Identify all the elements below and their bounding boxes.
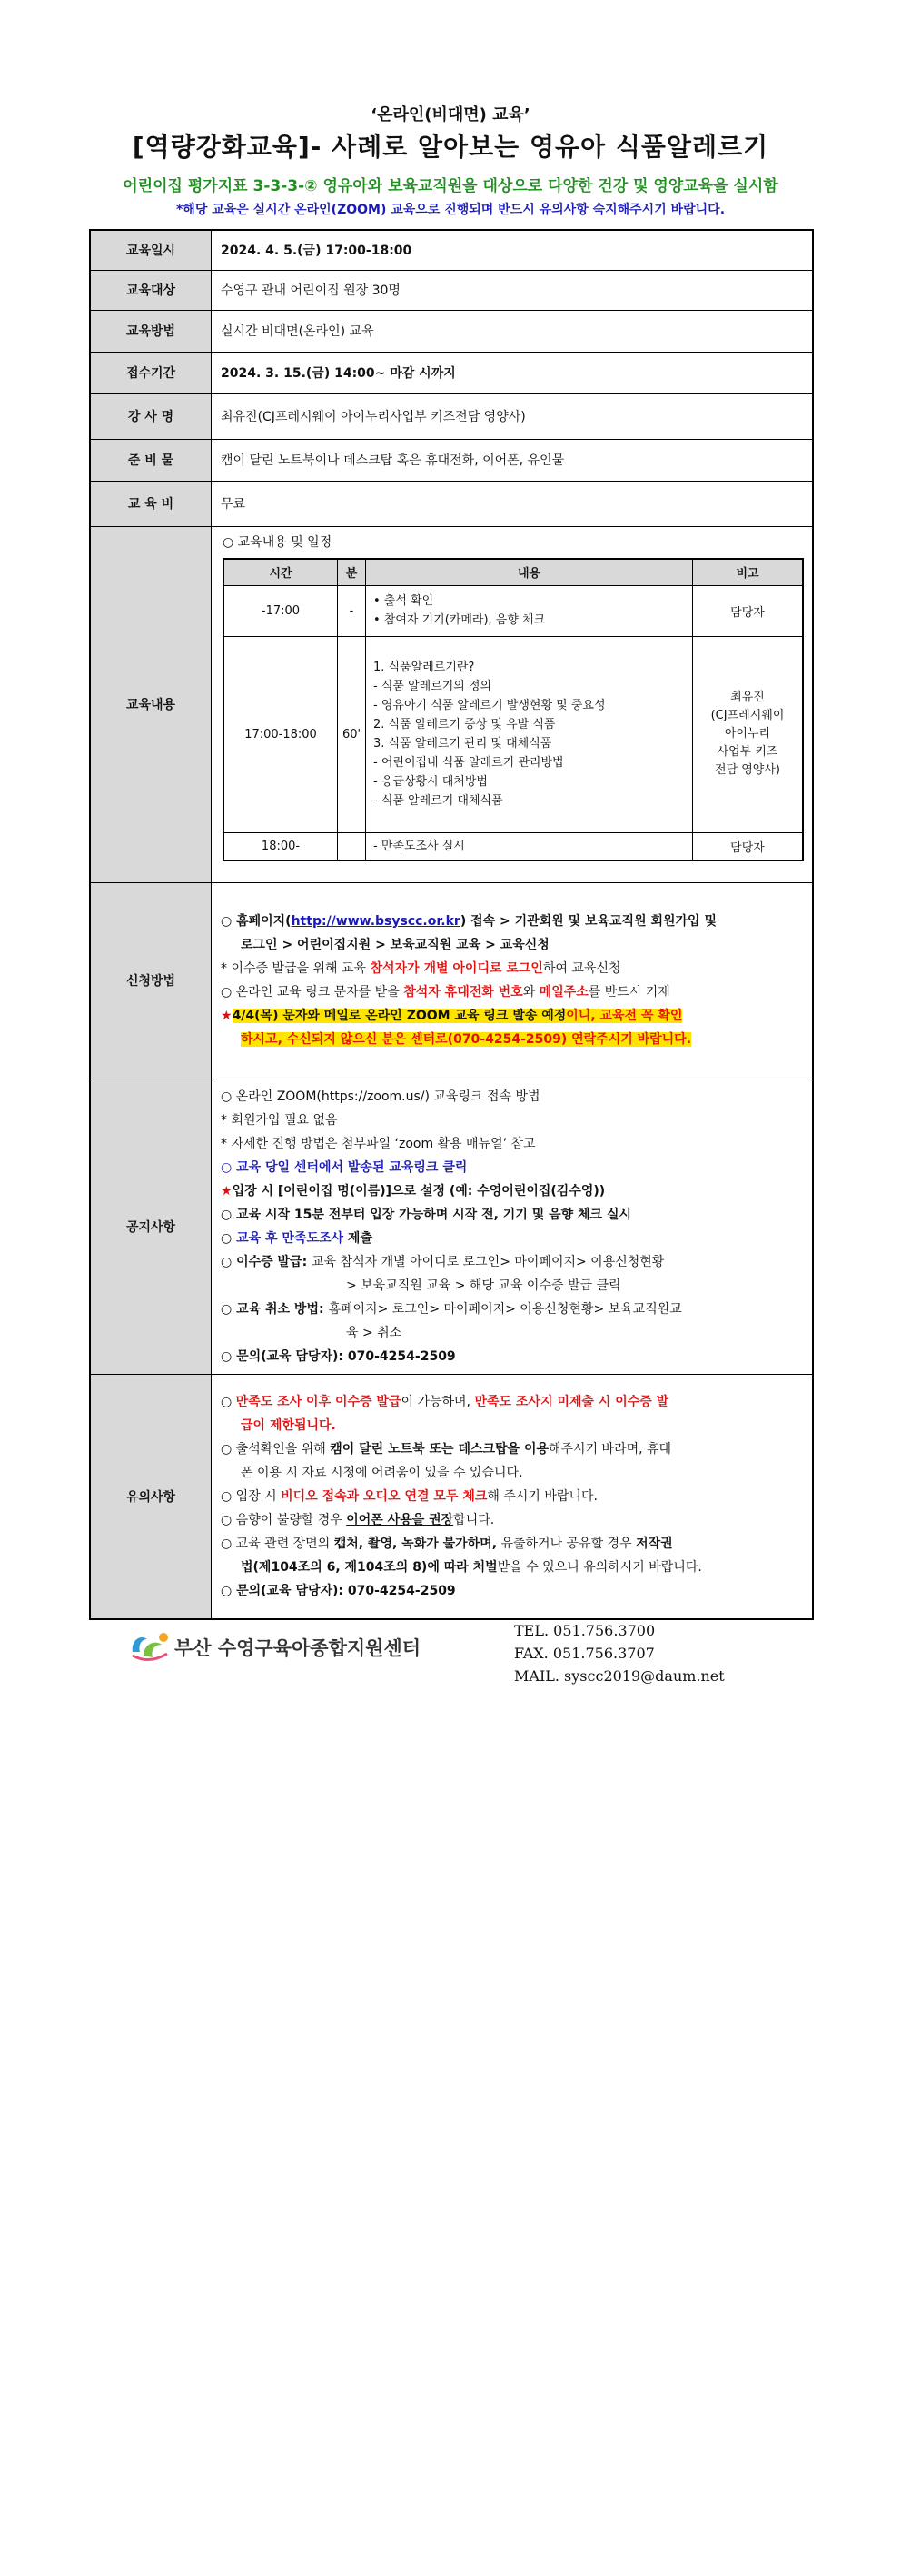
notice-line: ○ 이수증 발급: [221,1254,312,1269]
row-content [90,526,813,882]
label-caution: 유의사항 [90,1374,212,1619]
schedule-row [223,832,803,860]
apply-emphasis: 참석자 휴대전화 번호 [403,985,523,1000]
header-note: *해당 교육은 실시간 온라인(ZOOM) 교육으로 진행되며 반드시 유의사항 숙지해주시기 바랍니다. [175,203,726,217]
content-intro: ○ 교육내용 및 일정 [223,534,332,550]
schedule-content [366,636,693,832]
apply-highlight: 4/4(목) 문자와 메일로 온라인 ZOOM 교육 링크 발송 예정 [232,1009,567,1023]
list-item: - 식품 알레르기의 정의 [373,680,492,693]
row-date [90,230,813,270]
schedule-table [223,558,804,861]
center-logo-icon [127,1628,171,1665]
notice-line: 육 > 취소 [346,1325,402,1340]
label-content: 교육내용 [90,526,212,882]
caution-emphasis: 법(제104조의 6, 제104조의 8)에 따라 처벌 [241,1559,498,1575]
footer-contact [514,1619,725,1687]
notice-line: ○ 온라인 ZOOM(https://zoom.us/) 교육링크 접속 방법 [221,1089,540,1104]
notice-line: ○ [221,1230,237,1246]
notice-line: * 회원가입 필요 없음 [221,1112,338,1128]
row-lecturer [90,393,813,439]
label-period: 접수기간 [90,352,212,393]
caution-emphasis: 비디오 접속과 오디오 연결 모두 체크 [281,1488,488,1504]
row-prep [90,439,813,481]
caution-cell [212,1374,814,1619]
label-method: 교육방법 [90,310,212,352]
schedule-header-content: 내용 [366,559,693,586]
value-prep: 캠이 달린 노트북이나 데스크탑 혹은 휴대전화, 이어폰, 유인물 [212,439,814,481]
caution-line: ○ 음향이 불량할 경우 [221,1512,347,1527]
schedule-min: - [338,585,366,636]
caution-line: 급이 제한됩니다. [241,1417,336,1433]
caution-emphasis: 저작권 [636,1536,673,1551]
schedule-content: - 만족도조사 실시 [366,832,693,860]
apply-line: 와 [522,985,540,1000]
list-item: - 응급상황시 대처방법 [373,775,488,789]
info-table [89,229,814,1620]
caution-line: 폰 이용 시 자료 시청에 어려움이 있을 수 있습니다. [241,1465,523,1480]
star-icon: ★ [221,1183,233,1198]
schedule-time: -17:00 [223,585,338,636]
page-title: [역량강화교육]- 사례로 알아보는 영유아 식품알레르기 [132,132,769,162]
apply-line: 를 반드시 기재 [588,985,670,1000]
homepage-link[interactable]: http://www.bsyscc.or.kr [291,914,460,929]
label-fee: 교 육 비 [90,481,212,526]
schedule-min [338,832,366,860]
caution-emphasis: 캠이 달린 노트북 또는 데스크탑을 이용 [330,1441,549,1457]
notice-line: * 자세한 진행 방법은 첨부파일 ‘zoom 활용 매뉴얼’ 참고 [221,1136,536,1151]
label-lecturer: 강 사 명 [90,393,212,439]
schedule-min: 60' [338,636,366,832]
notice-emphasis: 교육 후 만족도조사 [236,1230,344,1246]
header-small-title: ‘온라인(비대면) 교육’ [371,105,530,124]
list-item: 1. 식품알레르기란? [373,661,475,674]
value-period: 2024. 3. 15.(금) 14:00~ 마감 시까지 [212,352,814,393]
caution-emphasis: 만족도 조사지 미제출 시 이수증 발 [474,1394,669,1409]
caution-line: ○ 입장 시 [221,1488,282,1504]
note-line: 전담 영양사) [715,763,780,777]
notice-line: ○ 교육 당일 센터에서 발송된 교육링크 클릭 [221,1159,468,1175]
schedule-time: 18:00- [223,832,338,860]
center-name: 부산 수영구육아종합지원센터 [174,1637,421,1659]
row-caution [90,1374,813,1619]
schedule-header-note: 비고 [693,559,804,586]
caution-line: 해 주시기 바랍니다. [487,1488,598,1504]
list-item: • 출석 확인 [373,594,434,608]
contact-mail: MAIL. syscc2019@daum.net [514,1667,725,1685]
notice-line: 입장 시 [어린이집 명(이름)]으로 설정 (예: 수영어린이집(김수영)) [232,1183,606,1198]
caution-emphasis: 이어폰 사용을 권장 [346,1512,454,1527]
label-apply: 신청방법 [90,882,212,1079]
list-item: - 식품 알레르기 대체식품 [373,794,503,808]
note-line: (CJ프레시웨이 [710,709,785,722]
notice-line: ○ 교육 취소 방법: [221,1301,329,1317]
apply-emphasis: 메일주소 [539,985,589,1000]
apply-emphasis: 참석자가 개별 아이디로 로그인 [370,961,543,976]
notice-line: ○ 교육 시작 15분 전부터 입장 가능하며 시작 전, 기기 및 음향 체크 실시 [221,1207,632,1222]
value-fee: 무료 [212,481,814,526]
row-method [90,310,813,352]
caution-emphasis: 캡처, 촬영, 녹화가 불가하며, [333,1536,498,1551]
notice-line: 제출 [343,1230,372,1246]
apply-cell [212,882,814,1079]
caution-line: ○ 출석확인을 위해 [221,1441,331,1457]
row-period [90,352,813,393]
apply-line: * 이수증 발급을 위해 교육 [221,961,371,976]
schedule-row [223,636,803,832]
contact-tel: TEL. 051.756.3700 [514,1622,656,1639]
label-target: 교육대상 [90,270,212,310]
apply-line: ) 접속 > 기관회원 및 보육교직원 회원가입 및 [460,914,717,929]
note-line: 사업부 키즈 [717,745,778,759]
label-prep: 준 비 물 [90,439,212,481]
row-notice [90,1079,813,1374]
value-date: 2024. 4. 5.(금) 17:00-18:00 [212,230,814,270]
label-date: 교육일시 [90,230,212,270]
row-apply [90,882,813,1079]
star-icon: ★ [221,1009,233,1023]
value-lecturer: 최유진(CJ프레시웨이 아이누리사업부 키즈전담 영양사) [212,393,814,439]
caution-line: 받을 수 있으니 유의하시기 바랍니다. [497,1559,702,1575]
notice-line: ○ 문의(교육 담당자): 070-4254-2509 [221,1348,456,1364]
schedule-header-min: 분 [338,559,366,586]
caution-emphasis: 만족도 조사 이후 이수증 발급 [235,1394,401,1409]
schedule-note [693,636,804,832]
caution-line: 이 가능하며, [401,1394,475,1409]
schedule-row [223,585,803,636]
label-notice: 공지사항 [90,1079,212,1374]
apply-line: 로그인 > 어린이집지원 > 보육교직원 교육 > 교육신청 [241,938,550,952]
list-item: - 어린이집내 식품 알레르기 관리방법 [373,756,564,770]
notice-line: 교육 참석자 개별 아이디로 로그인> 마이페이지> 이용신청현황 [312,1254,665,1269]
caution-line: 해주시기 바라며, 휴대 [549,1441,672,1457]
caution-line: 유출하거나 공유할 경우 [497,1536,637,1551]
schedule-note: 담당자 [693,832,804,860]
footer-logo [127,1628,454,1665]
schedule-note: 담당자 [693,585,804,636]
notice-line: 홈페이지> 로그인> 마이페이지> 이용신청현황> 보육교직원교 [328,1301,682,1317]
apply-line: ○ 온라인 교육 링크 문자를 받을 [221,985,404,1000]
caution-line: ○ 문의(교육 담당자): 070-4254-2509 [221,1583,456,1598]
value-target: 수영구 관내 어린이집 원장 30명 [212,270,814,310]
row-fee [90,481,813,526]
caution-line: ○ 교육 관련 장면의 [221,1536,334,1551]
row-target [90,270,813,310]
schedule-header-time: 시간 [223,559,338,586]
list-item: 3. 식품 알레르기 관리 및 대체식품 [373,737,552,751]
schedule-content [366,585,693,636]
notice-cell [212,1079,814,1374]
note-line: 아이누리 [724,727,771,741]
schedule-time: 17:00-18:00 [223,636,338,832]
list-item: • 참여자 기기(카메라), 음향 체크 [373,613,546,627]
list-item: 2. 식품 알레르기 증상 및 유발 식품 [373,718,556,731]
apply-line: 하여 교육신청 [542,961,621,976]
value-method: 실시간 비대면(온라인) 교육 [212,310,814,352]
contact-fax: FAX. 051.756.3707 [514,1645,655,1662]
caution-line: 합니다. [453,1512,495,1527]
apply-highlight: 이니, 교육전 꼭 확인 [566,1009,683,1023]
content-cell [212,526,814,882]
apply-highlight: 하시고, 수신되지 않으신 분은 센터로(070-4254-2509) 연락주시기 바랍니다. [241,1032,692,1047]
header-subtitle: 어린이집 평가지표 3-3-3-② 영유아와 보육교직원을 대상으로 다양한 건강 및 영양교육을 실시함 [123,177,778,195]
notice-line: > 보육교직원 교육 > 해당 교육 이수증 발급 클릭 [346,1278,621,1293]
caution-line: ○ [221,1394,236,1409]
note-line: 최유진 [730,691,765,704]
apply-line: ○ 홈페이지( [221,914,292,929]
list-item: - 영유아기 식품 알레르기 발생현황 및 중요성 [373,699,606,712]
